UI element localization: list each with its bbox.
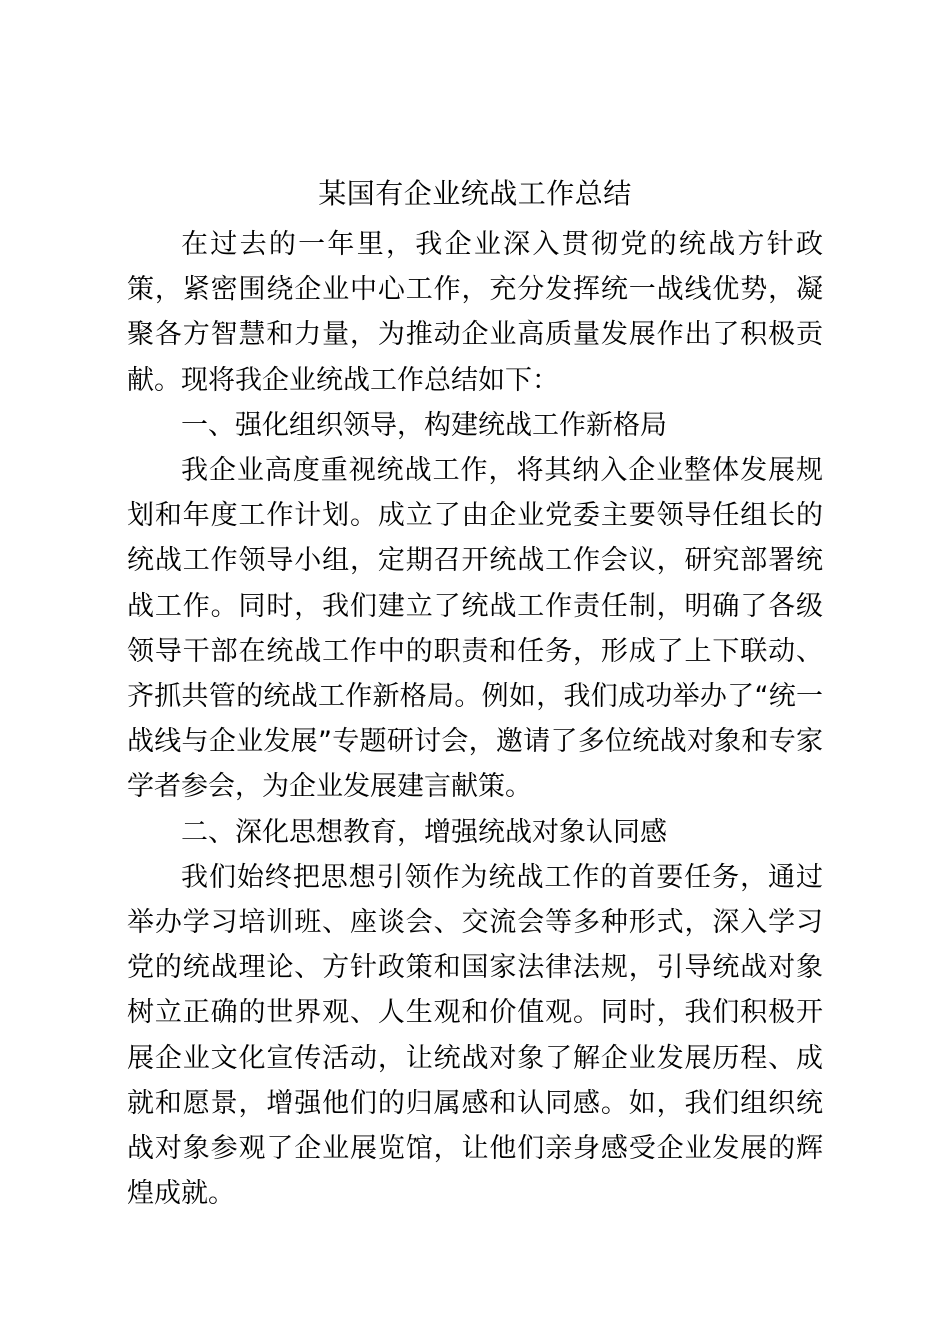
section-2-paragraph: 我们始终把思想引领作为统战工作的首要任务，通过举办学习培训班、座谈会、交流会等多种形式，深入学习党的统战理论、方针政策和国家法律法规，引导统战对象树立正确的世界观、人生观和价值观。同时，我们积极开展企业文化宣传活动，让统战对象了解企业发展历程、成就和愿景，增强他们的归属感和认同感。如，我们组织统战对象参观了企业展览馆，让他们亲身感受企业发展的辉煌成就。 <box>127 861 823 1210</box>
document-body <box>127 222 823 1216</box>
section-heading-1: 一、强化组织领导，构建统战工作新格局 <box>181 409 667 441</box>
section-heading-2: 二、深化思想教育，增强统战对象认同感 <box>181 816 667 848</box>
intro-paragraph: 在过去的一年里，我企业深入贯彻党的统战方针政策，紧密围绕企业中心工作，充分发挥统一战线优势，凝聚各方智慧和力量，为推动企业高质量发展作出了积极贡献。现将我企业统战工作总结如下： <box>127 229 823 396</box>
document-title: 某国有企业统战工作总结 <box>318 177 632 210</box>
section-1-paragraph: 我企业高度重视统战工作，将其纳入企业整体发展规划和年度工作计划。成立了由企业党委主要领导任组长的统战工作领导小组，定期召开统战工作会议，研究部署统战工作。同时，我们建立了统战工作责任制，明确了各级领导干部在统战工作中的职责和任务，形成了上下联动、齐抓共管的统战工作新格局。例如，我们成功举办了“统一战线与企业发展”专题研讨会，邀请了多位统战对象和专家学者参会，为企业发展建言献策。 <box>127 455 823 803</box>
